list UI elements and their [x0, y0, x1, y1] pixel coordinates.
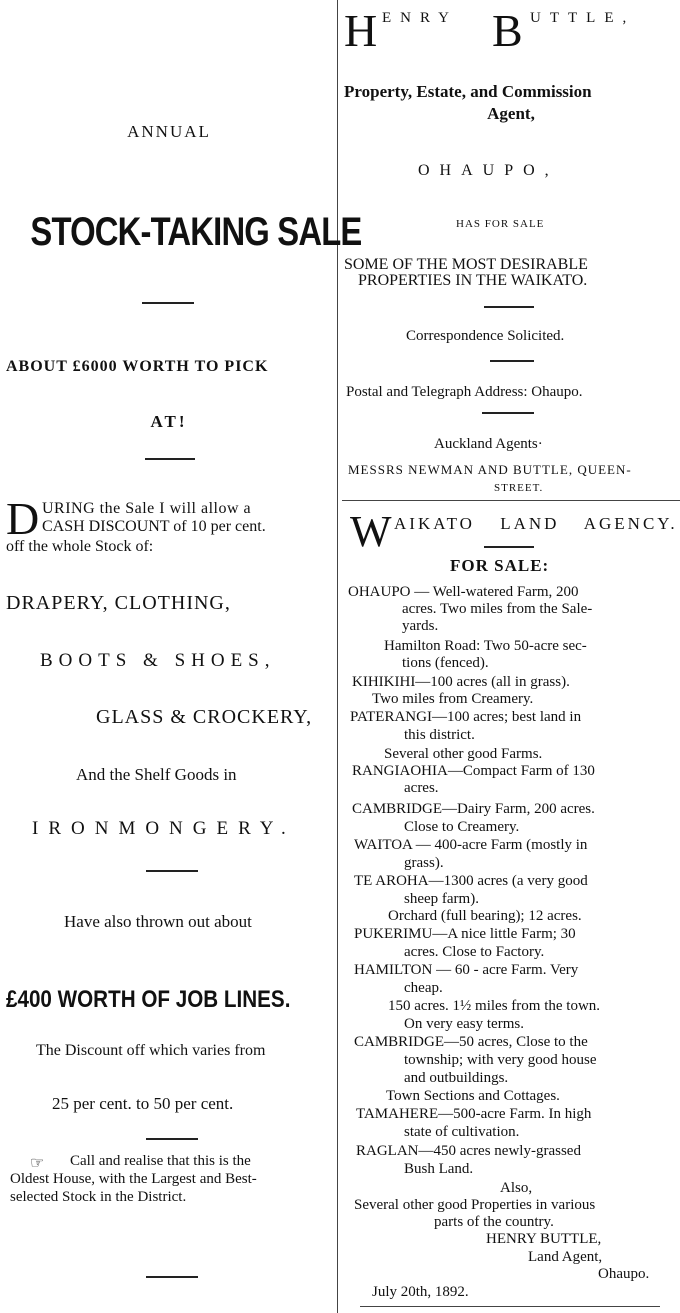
- desirable-line-2: PROPERTIES IN THE WAIKATO.: [358, 272, 588, 289]
- listing-line: this district.: [404, 727, 475, 743]
- listing-line: PUKERIMU—A nice little Farm; 30: [354, 926, 576, 942]
- divider: [146, 1276, 198, 1278]
- date-line: July 20th, 1892.: [372, 1284, 469, 1300]
- waikato-agency-title: AIKATO LAND AGENCY.: [394, 514, 678, 533]
- call-line-2: Oldest House, with the Largest and Best-: [10, 1171, 257, 1187]
- divider: [146, 1138, 198, 1140]
- during-line-3: off the whole Stock of:: [6, 538, 154, 555]
- listing-line: parts of the country.: [434, 1214, 554, 1230]
- worth-line: ABOUT £6000 WORTH TO PICK: [6, 358, 269, 375]
- listing-line: tions (fenced).: [402, 655, 489, 671]
- postal-line: Postal and Telegraph Address: Ohaupo.: [346, 384, 583, 400]
- call-line-3: selected Stock in the District.: [10, 1189, 187, 1205]
- agent-line-2: Agent,: [487, 104, 535, 123]
- listing-line: HAMILTON — 60 - acre Farm. Very: [354, 962, 579, 978]
- messrs-line-1: MESSRS NEWMAN AND BUTTLE, QUEEN-: [348, 462, 632, 477]
- listing-line: TE AROHA—1300 acres (a very good: [354, 873, 588, 889]
- henry-rest: ENRY: [382, 10, 459, 26]
- auckland-line: Auckland Agents·: [434, 436, 543, 452]
- boots-line: BOOTS & SHOES,: [40, 650, 276, 671]
- discount-varies: The Discount off which varies from: [36, 1042, 266, 1059]
- section-rule: [342, 500, 680, 501]
- initial-w: W: [350, 507, 392, 556]
- listing-line: On very easy terms.: [404, 1016, 524, 1032]
- drapery-line: DRAPERY, CLOTHING,: [6, 592, 231, 614]
- messrs-line-2: STREET.: [494, 482, 544, 494]
- thrown-line: Have also thrown out about: [64, 912, 252, 931]
- annual-label: ANNUAL: [127, 122, 211, 141]
- listing-line: state of cultivation.: [404, 1124, 520, 1140]
- correspondence-line: Correspondence Solicited.: [406, 328, 565, 344]
- listing-line: CAMBRIDGE—50 acres, Close to the: [354, 1034, 588, 1050]
- listing-line: grass).: [404, 855, 444, 871]
- signature-place: Ohaupo.: [598, 1266, 650, 1282]
- listing-line: Several other good Farms.: [384, 746, 543, 762]
- listing-line: Hamilton Road: Two 50-acre sec-: [384, 638, 587, 654]
- land-agent-advert: [342, 0, 680, 1313]
- divider: [482, 412, 534, 414]
- percent-range: 25 per cent. to 50 per cent.: [52, 1094, 234, 1113]
- listing-line: CAMBRIDGE—Dairy Farm, 200 acres.: [352, 801, 595, 817]
- listing-line: TAMAHERE—500-acre Farm. In high: [356, 1106, 592, 1122]
- call-line-1: Call and realise that this is the: [70, 1153, 251, 1169]
- divider: [490, 360, 534, 362]
- listing-line: Two miles from Creamery.: [372, 691, 534, 707]
- divider: [484, 546, 534, 548]
- divider: [146, 870, 198, 872]
- listing-line: Close to Creamery.: [404, 819, 520, 835]
- job-lines: £400 WORTH OF JOB LINES.: [6, 986, 291, 1013]
- listing-line: Bush Land.: [404, 1161, 474, 1177]
- listing-line: acres.: [404, 780, 439, 796]
- agent-line-1: Property, Estate, and Commission: [344, 82, 592, 101]
- desirable-line-1: SOME OF THE MOST DESIRABLE: [344, 256, 588, 273]
- listing-line: PATERANGI—100 acres; best land in: [350, 709, 582, 725]
- listing-line: Orchard (full bearing); 12 acres.: [388, 908, 582, 924]
- during-line-1: URING the Sale I will allow a: [42, 500, 252, 517]
- pointing-hand-icon: ☞: [30, 1155, 45, 1172]
- listing-line: OHAUPO — Well-watered Farm, 200: [348, 584, 579, 600]
- dropcap-d: D: [6, 493, 40, 544]
- listing-line: sheep farm).: [404, 891, 479, 907]
- listing-line: township; with very good house: [404, 1052, 597, 1068]
- initial-h: H: [344, 5, 378, 56]
- divider: [484, 306, 534, 308]
- listing-line: Several other good Properties in various: [354, 1197, 596, 1213]
- at-line: AT!: [150, 412, 188, 431]
- ohaupo-line: OHAUPO,: [418, 162, 559, 179]
- listing-line: Also,: [500, 1180, 533, 1196]
- listing-line: KIHIKIHI—100 acres (all in grass).: [352, 674, 570, 690]
- has-for-sale: HAS FOR SALE: [456, 218, 545, 230]
- listing-line: yards.: [402, 618, 439, 634]
- listing-line: acres. Close to Factory.: [404, 944, 545, 960]
- ironmongery-line: IRONMONGERY.: [32, 818, 296, 839]
- listing-line: acres. Two miles from the Sale-: [402, 601, 593, 617]
- listing-line: RANGIAOHIA—Compact Farm of 130: [352, 763, 595, 779]
- listing-line: Town Sections and Cottages.: [386, 1088, 560, 1104]
- initial-b: B: [492, 5, 523, 56]
- divider: [142, 302, 194, 304]
- glass-line: GLASS & CROCKERY,: [96, 706, 313, 728]
- headline: STOCK-TAKING SALE: [30, 210, 362, 254]
- signature-name: HENRY BUTTLE,: [486, 1231, 602, 1247]
- listing-line: cheap.: [404, 980, 443, 996]
- shelf-line: And the Shelf Goods in: [76, 765, 237, 784]
- listing-line: 150 acres. 1½ miles from the town.: [388, 998, 601, 1014]
- for-sale-heading: FOR SALE:: [450, 556, 550, 575]
- divider: [145, 458, 195, 460]
- listing-line: and outbuildings.: [404, 1070, 509, 1086]
- listing-line: WAITOA — 400-acre Farm (mostly in: [354, 837, 588, 853]
- during-line-2: CASH DISCOUNT of 10 per cent.: [42, 518, 266, 535]
- buttle-rest: UTTLE,: [530, 10, 636, 26]
- bottom-rule: [360, 1306, 660, 1307]
- listing-line: RAGLAN—450 acres newly-grassed: [356, 1143, 581, 1159]
- signature-title: Land Agent,: [528, 1249, 603, 1265]
